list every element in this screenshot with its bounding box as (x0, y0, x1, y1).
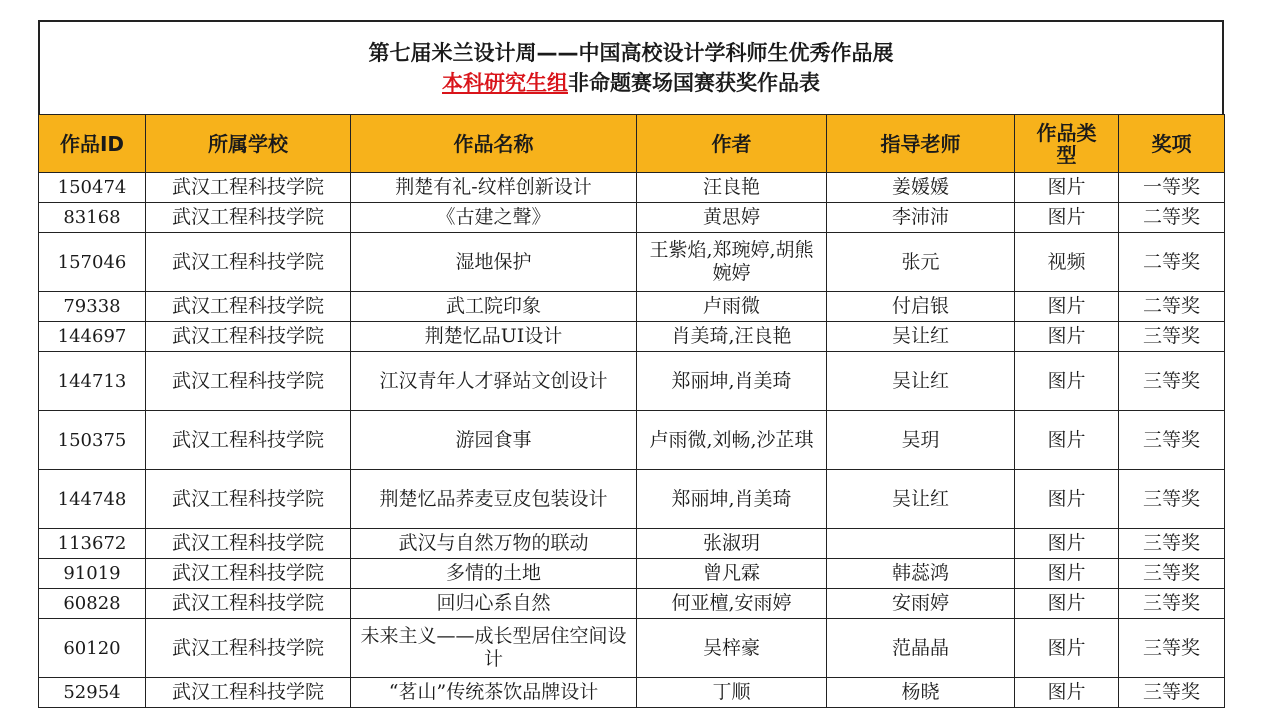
cell-advisor: 李沛沛 (827, 203, 1015, 233)
cell-school: 武汉工程科技学院 (146, 559, 351, 589)
cell-school: 武汉工程科技学院 (146, 203, 351, 233)
cell-id: 150375 (39, 411, 146, 470)
cell-school: 武汉工程科技学院 (146, 233, 351, 292)
cell-advisor: 付启银 (827, 292, 1015, 322)
cell-advisor (827, 529, 1015, 559)
cell-type: 图片 (1015, 352, 1119, 411)
table-header-row (39, 115, 1225, 173)
cell-advisor: 吴玥 (827, 411, 1015, 470)
cell-name: 回归心系自然 (351, 589, 637, 619)
page-title: 第七届米兰设计周——中国高校设计学科师生优秀作品展 (368, 41, 894, 65)
cell-id: 144748 (39, 470, 146, 529)
col-header-author: 作者 (637, 115, 827, 173)
cell-award: 二等奖 (1119, 233, 1225, 292)
cell-advisor: 杨晓 (827, 678, 1015, 708)
table-row (39, 322, 1225, 352)
cell-type: 图片 (1015, 470, 1119, 529)
cell-award: 三等奖 (1119, 470, 1225, 529)
cell-award: 三等奖 (1119, 559, 1225, 589)
cell-award: 三等奖 (1119, 411, 1225, 470)
cell-type: 图片 (1015, 203, 1119, 233)
cell-name: “茗山”传统茶饮品牌设计 (351, 678, 637, 708)
cell-school: 武汉工程科技学院 (146, 173, 351, 203)
cell-advisor: 韩蕊鸿 (827, 559, 1015, 589)
cell-award: 三等奖 (1119, 529, 1225, 559)
cell-name: 《古建之聲》 (351, 203, 637, 233)
cell-school: 武汉工程科技学院 (146, 678, 351, 708)
cell-type: 图片 (1015, 589, 1119, 619)
cell-author: 卢雨微 (637, 292, 827, 322)
cell-author: 肖美琦,汪良艳 (637, 322, 827, 352)
col-header-name: 作品名称 (351, 115, 637, 173)
cell-id: 157046 (39, 233, 146, 292)
cell-name: 荆楚忆品UI设计 (351, 322, 637, 352)
cell-name: 多情的土地 (351, 559, 637, 589)
cell-advisor: 吴让红 (827, 322, 1015, 352)
award-sheet (38, 20, 1224, 708)
cell-name: 湿地保护 (351, 233, 637, 292)
table-row (39, 619, 1225, 678)
cell-author: 黄思婷 (637, 203, 827, 233)
cell-author: 何亚檀,安雨婷 (637, 589, 827, 619)
cell-type: 图片 (1015, 559, 1119, 589)
col-header-award: 奖项 (1119, 115, 1225, 173)
table-row (39, 203, 1225, 233)
cell-author: 曾凡霖 (637, 559, 827, 589)
cell-id: 144713 (39, 352, 146, 411)
cell-name: 游园食事 (351, 411, 637, 470)
cell-author: 丁顺 (637, 678, 827, 708)
cell-type: 图片 (1015, 411, 1119, 470)
cell-school: 武汉工程科技学院 (146, 529, 351, 559)
subtitle-highlight: 本科研究生组 (442, 71, 568, 95)
cell-advisor: 张元 (827, 233, 1015, 292)
cell-name: 荆楚忆品荞麦豆皮包装设计 (351, 470, 637, 529)
cell-type: 图片 (1015, 619, 1119, 678)
cell-school: 武汉工程科技学院 (146, 619, 351, 678)
cell-school: 武汉工程科技学院 (146, 322, 351, 352)
table-row (39, 411, 1225, 470)
cell-name: 未来主义——成长型居住空间设计 (351, 619, 637, 678)
cell-award: 三等奖 (1119, 678, 1225, 708)
cell-school: 武汉工程科技学院 (146, 352, 351, 411)
cell-id: 150474 (39, 173, 146, 203)
cell-school: 武汉工程科技学院 (146, 411, 351, 470)
col-header-advisor: 指导老师 (827, 115, 1015, 173)
cell-name: 武汉与自然万物的联动 (351, 529, 637, 559)
cell-type: 图片 (1015, 322, 1119, 352)
award-table (38, 114, 1225, 708)
cell-author: 郑丽坤,肖美琦 (637, 352, 827, 411)
cell-author: 张淑玥 (637, 529, 827, 559)
cell-award: 二等奖 (1119, 203, 1225, 233)
cell-id: 79338 (39, 292, 146, 322)
cell-school: 武汉工程科技学院 (146, 292, 351, 322)
cell-advisor: 安雨婷 (827, 589, 1015, 619)
cell-id: 91019 (39, 559, 146, 589)
table-row (39, 589, 1225, 619)
col-header-type: 作品类型 (1015, 115, 1119, 173)
col-header-id: 作品ID (39, 115, 146, 173)
col-header-school: 所属学校 (146, 115, 351, 173)
cell-author: 郑丽坤,肖美琦 (637, 470, 827, 529)
cell-award: 二等奖 (1119, 292, 1225, 322)
cell-type: 视频 (1015, 233, 1119, 292)
cell-advisor: 吴让红 (827, 352, 1015, 411)
cell-author: 汪良艳 (637, 173, 827, 203)
table-row (39, 292, 1225, 322)
cell-name: 荆楚有礼-纹样创新设计 (351, 173, 637, 203)
cell-award: 三等奖 (1119, 322, 1225, 352)
cell-type: 图片 (1015, 173, 1119, 203)
cell-id: 60120 (39, 619, 146, 678)
cell-advisor: 范晶晶 (827, 619, 1015, 678)
cell-author: 卢雨微,刘畅,沙芷琪 (637, 411, 827, 470)
table-row (39, 173, 1225, 203)
table-row (39, 470, 1225, 529)
cell-id: 52954 (39, 678, 146, 708)
table-row (39, 233, 1225, 292)
table-row (39, 529, 1225, 559)
cell-award: 三等奖 (1119, 589, 1225, 619)
table-row (39, 678, 1225, 708)
cell-author: 王紫焰,郑琬婷,胡熊婉婷 (637, 233, 827, 292)
subtitle-rest: 非命题赛场国赛获奖作品表 (568, 71, 820, 95)
cell-type: 图片 (1015, 529, 1119, 559)
cell-award: 一等奖 (1119, 173, 1225, 203)
cell-id: 60828 (39, 589, 146, 619)
cell-name: 江汉青年人才驿站文创设计 (351, 352, 637, 411)
cell-award: 三等奖 (1119, 352, 1225, 411)
cell-type: 图片 (1015, 292, 1119, 322)
title-box (38, 20, 1224, 114)
cell-school: 武汉工程科技学院 (146, 470, 351, 529)
table-row (39, 559, 1225, 589)
cell-advisor: 吴让红 (827, 470, 1015, 529)
cell-author: 吴梓豪 (637, 619, 827, 678)
cell-award: 三等奖 (1119, 619, 1225, 678)
cell-id: 83168 (39, 203, 146, 233)
cell-name: 武工院印象 (351, 292, 637, 322)
cell-type: 图片 (1015, 678, 1119, 708)
cell-school: 武汉工程科技学院 (146, 589, 351, 619)
table-row (39, 352, 1225, 411)
cell-id: 144697 (39, 322, 146, 352)
page-subtitle (442, 68, 820, 98)
cell-id: 113672 (39, 529, 146, 559)
cell-advisor: 姜媛媛 (827, 173, 1015, 203)
